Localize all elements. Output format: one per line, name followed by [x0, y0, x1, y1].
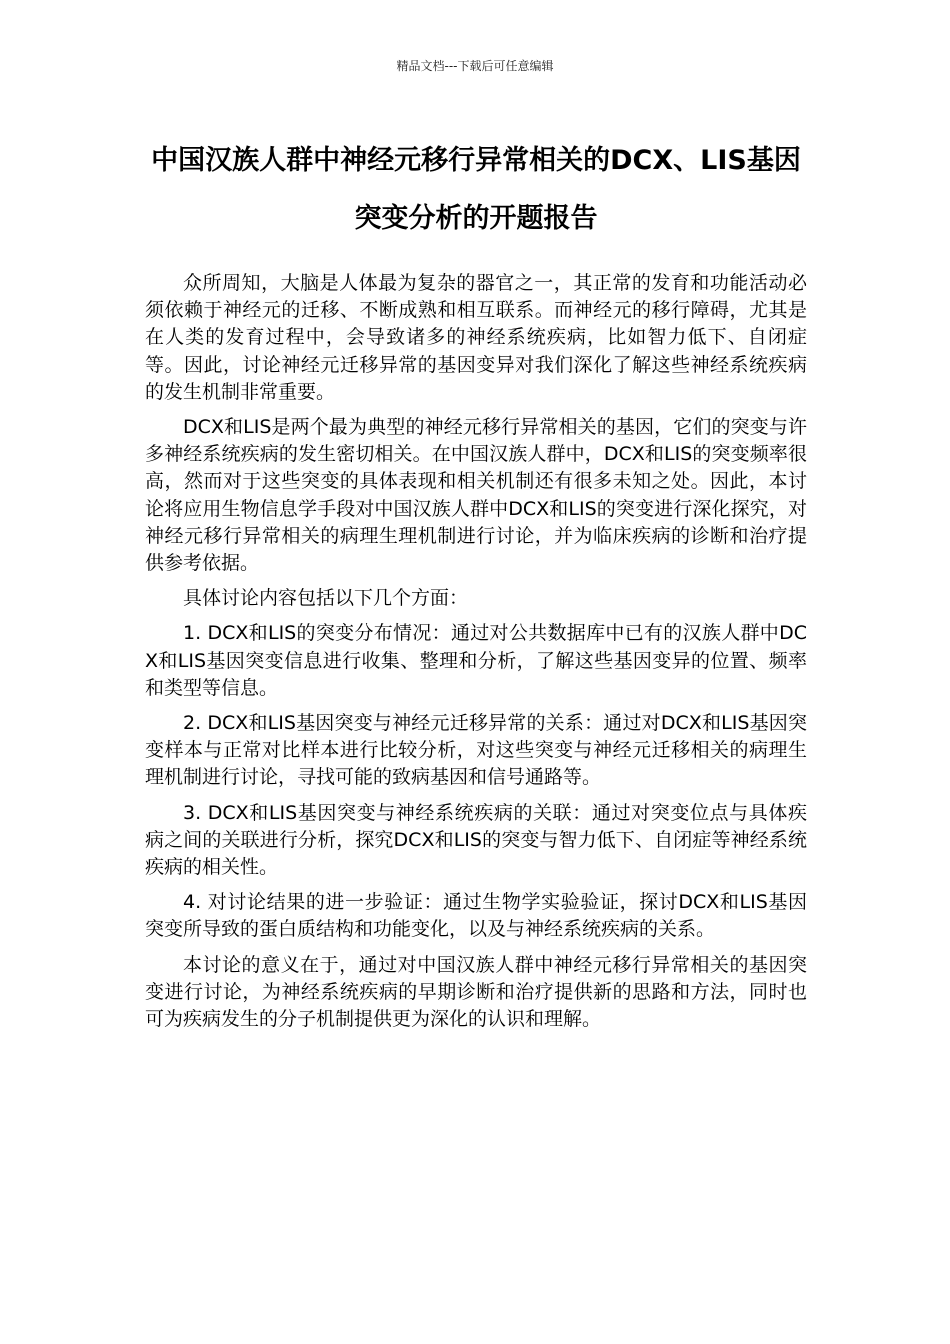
- paragraph-significance: 本讨论的意义在于，通过对中国汉族人群中神经元移行异常相关的基因突变进行讨论，为神经系统疾病的早期诊断和治疗提供新的思路和方法，同时也可为疾病发生的分子机制提供更为深化的认识和理解。: [145, 953, 807, 1031]
- paragraph-intro: 众所周知，大脑是人体最为复杂的器官之一，其正常的发育和功能活动必须依赖于神经元的迁移、不断成熟和相互联系。而神经元的移行障碍，尤其是在人类的发育过程中，会导致诸多的神经系统疾病，比如智力低下、自闭症等。因此，讨论神经元迁移异常的基因变异对我们深化了解这些神经系统疾病的发生机制非常重要。: [145, 272, 807, 403]
- document-title: 中国汉族人群中神经元移行异常相关的DCX、LIS基因突变分析的开题报告: [151, 145, 801, 234]
- paragraph-item-4: 4. 对讨论结果的进一步验证：通过生物学实验验证，探讨DCX和LIS基因突变所导致的蛋白质结构和功能变化，以及与神经系统疾病的关系。: [145, 891, 807, 941]
- paragraph-item-2: 2. DCX和LIS基因突变与神经元迁移异常的关系：通过对DCX和LIS基因突变样本与正常对比样本进行比较分析，对这些突变与神经元迁移相关的病理生理机制进行讨论，寻找可能的致病基因和信号通路等。: [145, 712, 807, 789]
- document-body: [145, 270, 807, 1041]
- paragraph-item-3: 3. DCX和LIS基因突变与神经系统疾病的关联：通过对突变位点与具体疾病之间的关联进行分析，探究DCX和LIS的突变与智力低下、自闭症等神经系统疾病的相关性。: [145, 801, 807, 879]
- paragraph-background: DCX和LIS是两个最为典型的神经元移行异常相关的基因，它们的突变与许多神经系统疾病的发生密切相关。在中国汉族人群中，DCX和LIS的突变频率很高，然而对于这些突变的具体表现和相关机制还有很多未知之处。因此，本讨论将应用生物信息学手段对中国汉族人群中DCX和LIS的突变进行深化探究，对神经元移行异常相关的病理生理机制进行讨论，并为临床疾病的诊断和治疗提供参考依据。: [145, 416, 807, 575]
- header-note: 精品文档---下载后可任意编辑: [396, 59, 554, 73]
- paragraph-scope-intro: 具体讨论内容包括以下几个方面：: [183, 587, 469, 610]
- paragraph-item-1: 1. DCX和LIS的突变分布情况：通过对公共数据库中已有的汉族人群中DCX和LIS基因突变信息进行收集、整理和分析，了解这些基因变异的位置、频率和类型等信息。: [145, 622, 807, 699]
